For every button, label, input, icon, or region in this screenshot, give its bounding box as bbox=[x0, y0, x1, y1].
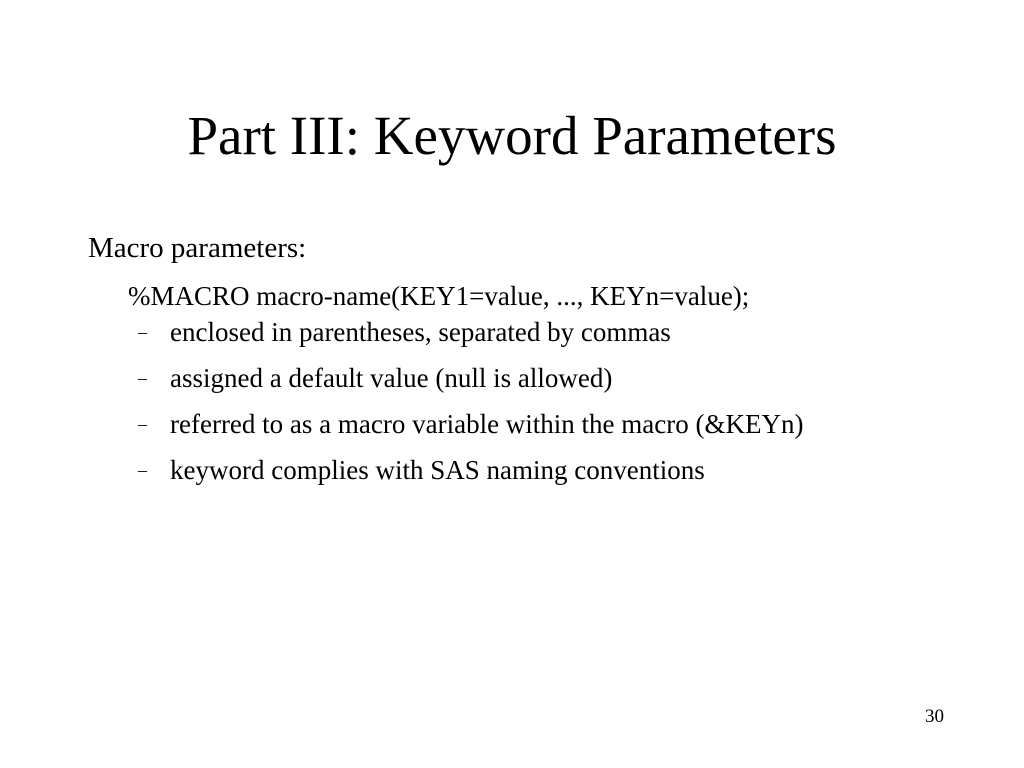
bullet-text: enclosed in parentheses, separated by commas bbox=[170, 317, 671, 347]
dash-bullet-icon: – bbox=[138, 414, 147, 434]
page-number: 30 bbox=[925, 706, 944, 727]
bullet-text: referred to as a macro variable within the macro (&KEYn) bbox=[170, 409, 804, 439]
slide-title: Part III: Keyword Parameters bbox=[187, 105, 837, 166]
slide-body bbox=[88, 228, 968, 501]
bullet-item bbox=[88, 363, 968, 393]
dash-bullet-icon: – bbox=[138, 322, 147, 342]
macro-syntax-line: %MACRO macro-name(KEY1=value, ..., KEYn=value); bbox=[128, 281, 750, 311]
bullet-item bbox=[88, 455, 968, 485]
dash-bullet-icon: – bbox=[138, 368, 147, 388]
heading-macro-parameters: Macro parameters: bbox=[88, 232, 307, 264]
dash-bullet-icon: – bbox=[138, 460, 147, 480]
bullet-item bbox=[88, 409, 968, 439]
bullet-list bbox=[88, 317, 968, 485]
bullet-item bbox=[88, 317, 968, 347]
bullet-text: keyword complies with SAS naming conventions bbox=[170, 455, 705, 485]
bullet-text: assigned a default value (null is allowed) bbox=[170, 363, 613, 393]
